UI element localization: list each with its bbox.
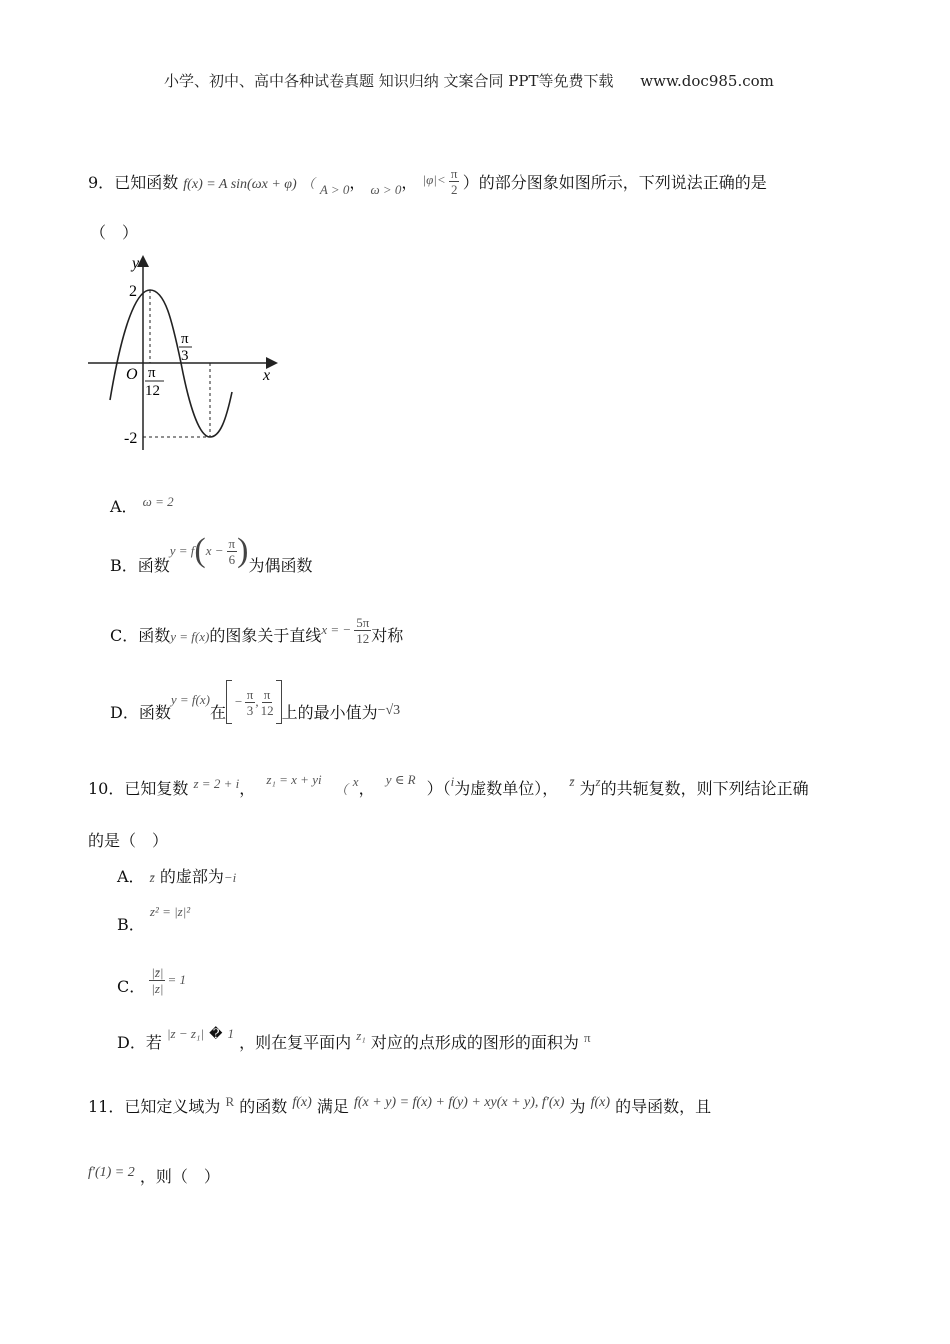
- z-conjugate: z̄: [569, 774, 575, 789]
- comma: ，: [401, 173, 418, 192]
- option-tail: 上的最小值为: [281, 702, 378, 722]
- fraction: [227, 537, 238, 566]
- option-label: C．: [117, 976, 146, 996]
- comma: ，: [239, 779, 256, 798]
- fraction: [354, 616, 371, 645]
- stem-text: 已知定义域为: [124, 1097, 221, 1116]
- condition-a: A > 0: [319, 182, 350, 197]
- math-part: x = −: [321, 622, 352, 637]
- question-9-stem: [88, 165, 767, 200]
- unknown-glyph: �: [209, 1027, 223, 1042]
- option-9a: [110, 494, 174, 517]
- option-label: C．函数: [110, 625, 171, 645]
- phi-text: |φ|<: [422, 172, 446, 187]
- y-label: y: [132, 255, 140, 272]
- question-10-line2: 的是（ ）: [88, 831, 169, 850]
- option-9c: [110, 612, 403, 656]
- fraction: [449, 167, 460, 196]
- option-10d: [117, 1026, 591, 1053]
- denominator: 2: [450, 181, 458, 197]
- condition-omega: ω > 0: [370, 182, 402, 197]
- option-math: y = f(x): [170, 629, 210, 644]
- stem-text: 为: [569, 1097, 586, 1116]
- option-10a: [117, 864, 236, 887]
- option-math: z² = |z|²: [149, 904, 191, 919]
- z1-definition: z₁ = x + yi: [266, 772, 322, 787]
- option-math: ω = 2: [142, 494, 174, 509]
- paren: ）（: [426, 779, 451, 798]
- var-x: x: [352, 774, 359, 789]
- numerator: 5π: [356, 614, 370, 630]
- option-9d: [110, 676, 400, 728]
- denominator: 6: [228, 551, 236, 567]
- option-math: z̄: [149, 870, 155, 885]
- stem-tail: 的共轭复数，则下列结论正确: [600, 779, 809, 798]
- comma: ，: [349, 173, 366, 192]
- option-math-rest: 1: [227, 1026, 235, 1041]
- option-label: A．: [117, 867, 145, 886]
- numerator: π: [246, 686, 254, 702]
- derivative-condition: f′(1) = 2: [88, 1165, 135, 1180]
- tick1-denominator: 12: [145, 383, 160, 399]
- denominator: 12: [260, 702, 274, 718]
- option-mid: ，则在复平面内: [239, 1033, 352, 1052]
- pi-value: π: [584, 1030, 591, 1045]
- sine-graph: [80, 250, 290, 460]
- question-11-line2: [88, 1164, 220, 1187]
- math-part: x −: [205, 543, 224, 558]
- fraction: [245, 686, 259, 718]
- interval: [226, 680, 282, 724]
- option-math: y = f(x): [170, 692, 210, 707]
- denominator: 12: [356, 630, 370, 646]
- y-in-R: y ∈ R: [385, 772, 416, 787]
- var-z1: z₁: [356, 1028, 366, 1043]
- option-mid: 在: [209, 702, 226, 722]
- minus: −: [233, 694, 243, 709]
- tick2-denominator: 3: [181, 348, 189, 364]
- right-paren: ): [237, 532, 249, 569]
- numerator: π: [263, 686, 271, 702]
- min-value: −√3: [377, 703, 401, 718]
- denominator: 3: [246, 702, 254, 718]
- option-text: 的虚部为: [159, 867, 224, 886]
- option-label: B．: [117, 915, 145, 934]
- var-i: i: [450, 774, 455, 789]
- fraction: [149, 966, 165, 995]
- function-formula: f(x) = A sin(ωx + φ): [183, 177, 297, 192]
- option-label: D．函数: [110, 702, 171, 722]
- question-number: 11．: [88, 1097, 125, 1116]
- stem-tail: 的导函数，且: [615, 1097, 712, 1116]
- stem-text: 为虚数单位），: [454, 779, 559, 798]
- option-label: A．: [110, 497, 138, 516]
- stem-text: 为: [579, 779, 596, 798]
- question-10-stem: [88, 772, 809, 799]
- option-tail: 对应的点形成的图形的面积为: [370, 1033, 579, 1052]
- option-10b: [117, 904, 191, 935]
- var-z: z: [595, 774, 601, 789]
- stem-text: 的函数: [239, 1097, 288, 1116]
- function-f: f(x): [292, 1095, 312, 1110]
- comma: ,: [255, 694, 259, 709]
- banner-text: 小学、初中、高中各种试卷真题 知识归纳 文案合同 PPT等免费下载: [164, 72, 614, 90]
- site-banner: [164, 70, 774, 91]
- option-math: [149, 966, 186, 995]
- question-number: 9．: [88, 173, 115, 192]
- paren: （: [301, 176, 315, 191]
- option-math: [170, 532, 249, 570]
- math-part: y = f: [169, 543, 195, 558]
- question-number: 10．: [88, 779, 125, 798]
- denominator: |z|: [151, 980, 164, 996]
- option-math2: [321, 616, 371, 645]
- question-11-stem: [88, 1094, 711, 1117]
- max-label: 2: [129, 283, 137, 300]
- option-math: |z − z₁|: [166, 1026, 204, 1041]
- option-value: −i: [223, 870, 237, 885]
- paren: （: [334, 782, 348, 797]
- left-bracket: [226, 680, 232, 724]
- option-tail: 对称: [371, 625, 404, 645]
- option-10c: [117, 958, 186, 1002]
- stem-tail: ）的部分图象如图所示，下列说法正确的是: [462, 173, 767, 192]
- tick2-numerator: π: [181, 331, 189, 347]
- stem-text: 已知函数: [114, 173, 179, 192]
- origin-label: O: [126, 366, 138, 383]
- option-label: D．若: [117, 1033, 162, 1052]
- x-label: x: [263, 367, 271, 384]
- tick1-numerator: π: [148, 365, 156, 381]
- function-f: f(x): [590, 1095, 611, 1110]
- option-tail: 为偶函数: [248, 555, 313, 575]
- condition-phi: [422, 165, 463, 197]
- fraction: [259, 688, 276, 717]
- answer-paren: （ ）: [90, 223, 139, 242]
- numerator: |z̄|: [151, 964, 164, 980]
- stem-text: 已知复数: [124, 779, 189, 798]
- option-9b: [110, 530, 312, 580]
- stem-text: 满足: [316, 1097, 349, 1116]
- option-label: B．函数: [110, 555, 170, 575]
- option-mid: 的图象关于直线: [209, 625, 322, 645]
- comma: ，: [358, 779, 375, 798]
- left-paren: (: [194, 532, 206, 569]
- z-definition: z = 2 + i: [193, 776, 240, 791]
- numerator: π: [228, 535, 236, 551]
- equals-one: = 1: [167, 972, 186, 987]
- functional-equation: f(x + y) = f(x) + f(y) + xy(x + y), f′(x): [354, 1095, 565, 1110]
- banner-url[interactable]: www.doc985.com: [640, 72, 774, 90]
- reals-symbol: R: [225, 1094, 235, 1109]
- min-label: -2: [124, 430, 138, 447]
- stem-tail: ，则（ ）: [139, 1167, 220, 1186]
- numerator: π: [450, 165, 458, 181]
